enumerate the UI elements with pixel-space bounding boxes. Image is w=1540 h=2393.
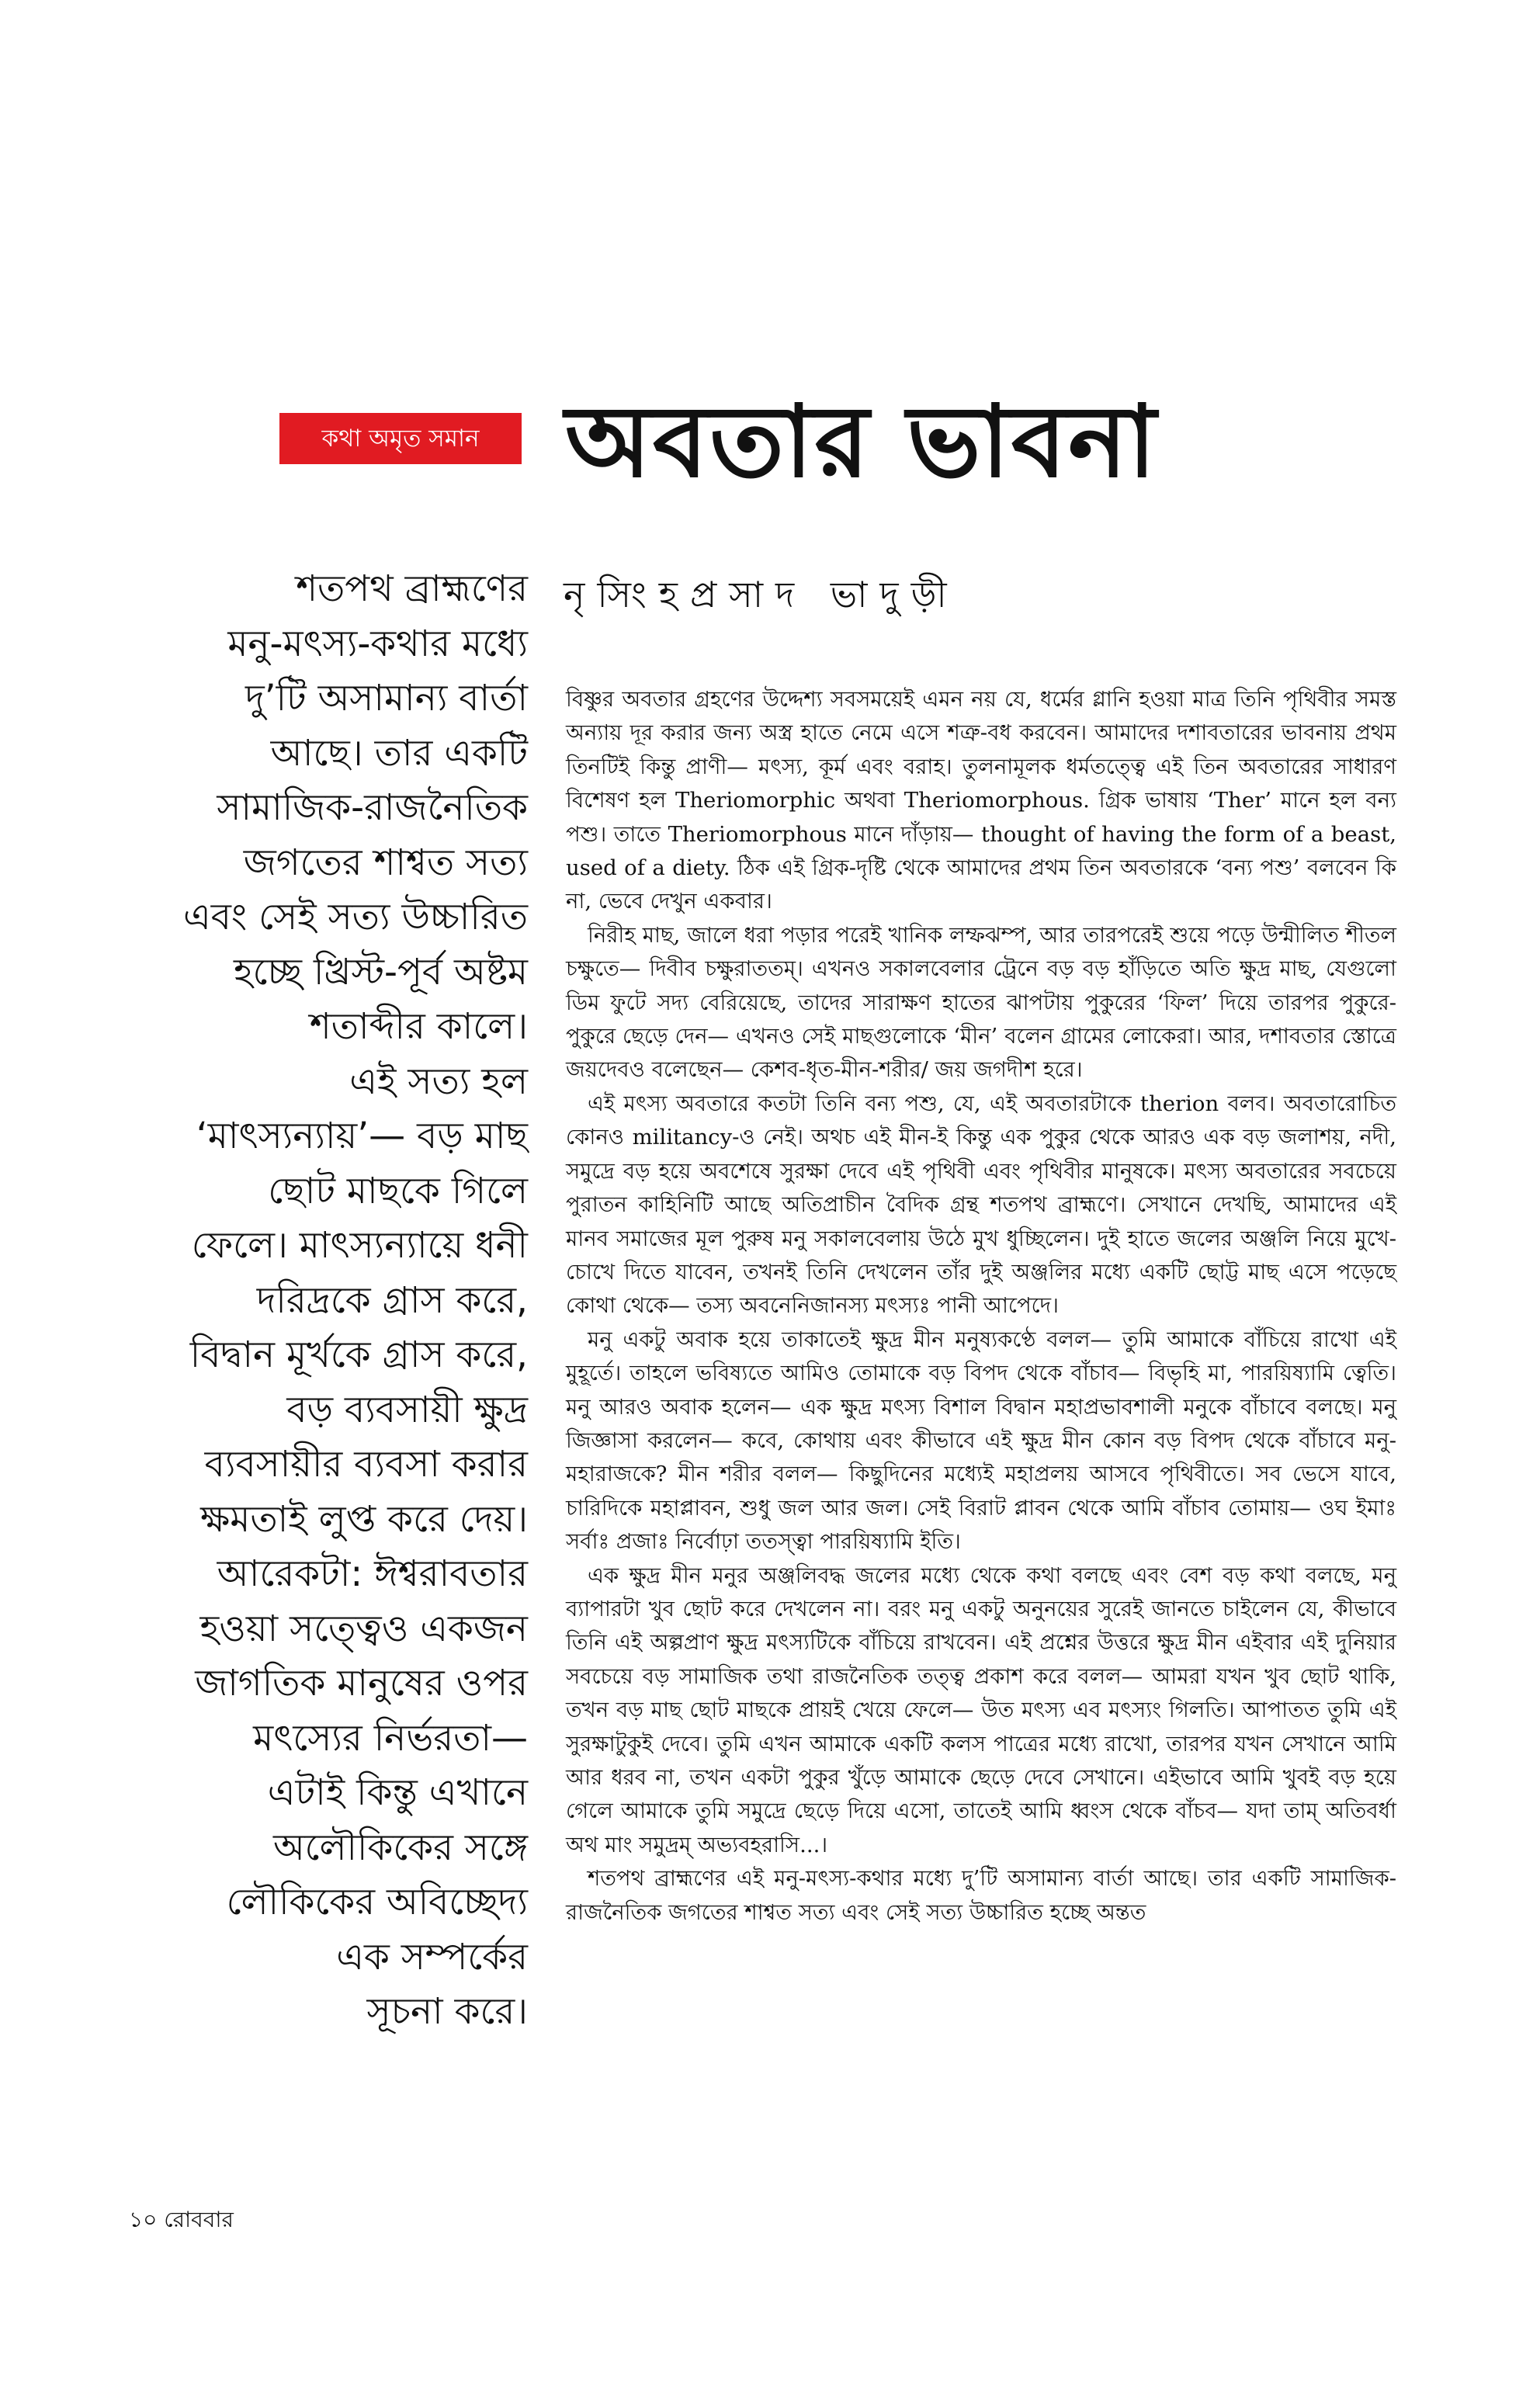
- pull-quote-line: আরেকটা: ঈশ্বরাবতার: [217, 1552, 528, 1595]
- pull-quote-line: শতাব্দীর কালে।: [309, 1005, 528, 1048]
- pull-quote-line: হচ্ছে খ্রিস্ট-পূর্ব অষ্টম: [233, 950, 528, 994]
- body-paragraph: এই মৎস্য অবতারে কতটা তিনি বন্য পশু, যে, এই অবতারটাকে therion বলব। অবতারোচিত কোনও militancy-ও নেই। অথচ এই মীন-ই কিন্তু এক পুকুর থেকে আরও এক বড় জলাশয়, নদী, সমুদ্রে বড় হয়ে অবশেষে সুরক্ষা দেবে এই পৃথিবী এবং পৃথিবীর মানুষকে। মৎস্য অবতারের সবচেয়ে পুরাতন কাহিনিটি আছে অতিপ্রাচীন বৈদিক গ্রন্থ শতপথ ব্রাহ্মণে। সেখানে দেখছি, আমাদের এই মানব সমাজের মূল পুরুষ মনু সকালবেলায় উঠে মুখ ধুচ্ছিলেন। দুই হাতে জলের অঞ্জলি নিয়ে মুখে-চোখে দিতে যাবেন, তখনই তিনি দেখলেন তাঁর দুই অঞ্জলির মধ্যে একটি ছোট্ট মাছ এসে পড়েছে কোথা থেকে— তস্য অবনেনিজানস্য মৎস্যঃ পানী আপেদে।: [566, 1091, 1396, 1319]
- pull-quote-line: ‘মাৎস্যন্যায়’— বড় মাছ: [196, 1115, 528, 1157]
- author-byline: নৃসিংহপ্রসাদ ভাদুড়ী: [564, 574, 959, 616]
- pull-quote: [116, 562, 528, 2040]
- pull-quote-line: হওয়া সত্ত্বেও একজন: [199, 1607, 528, 1650]
- article-headline: অবতার ভাবনা: [565, 383, 1158, 500]
- pull-quote-line: বিদ্বান মূর্খকে গ্রাস করে,: [189, 1333, 528, 1376]
- article-body: [566, 683, 1396, 1930]
- pull-quote-line: মৎস্যের নির্ভরতা—: [253, 1716, 528, 1760]
- page-footer: ১০ রোববার: [129, 2207, 234, 2232]
- pull-quote-line: এটাই কিন্তু এখানে: [267, 1771, 528, 1814]
- pull-quote-line: ছোট মাছকে গিলে: [268, 1169, 528, 1212]
- pull-quote-line: ক্ষমতাই লুপ্ত করে দেয়।: [200, 1497, 528, 1541]
- pull-quote-line: মনু-মৎস্য-কথার মধ্যে: [227, 622, 528, 665]
- pull-quote-line: জগতের শাশ্বত সত্য: [243, 841, 528, 884]
- pull-quote-line: অলৌকিকের সঙ্গে: [272, 1826, 528, 1869]
- pull-quote-line: জাগতিক মানুষের ওপর: [195, 1662, 528, 1705]
- pull-quote-line: এই সত্য হল: [349, 1060, 528, 1103]
- body-paragraph: শতপথ ব্রাহ্মণের এই মনু-মৎস্য-কথার মধ্যে দু’টি অসামান্য বার্তা আছে। তার একটি সামাজিক-রাজনৈতিক জগতের শাশ্বত সত্য এবং সেই সত্য উচ্চারিত হচ্ছে অন্তত: [566, 1866, 1396, 1925]
- body-paragraph: এক ক্ষুদ্র মীন মনুর অঞ্জলিবদ্ধ জলের মধ্যে থেকে কথা বলছে এবং বেশ বড় কথা বলছে, মনু ব্যাপারটা খুব ছোট করে দেখলেন না। বরং মনু একটু অনুনয়ের সুরেই জানতে চাইলেন যে, কীভাবে তিনি এই অল্পপ্রাণ ক্ষুদ্র মৎস্যটিকে বাঁচিয়ে রাখবেন। এই প্রশ্নের উত্তরে ক্ষুদ্র মীন এইবার এই দুনিয়ার সবচেয়ে বড় সামাজিক তথা রাজনৈতিক তত্ত্ব প্রকাশ করে বলল— আমরা যখন খুব ছোট থাকি, তখন বড় মাছ ছোট মাছকে প্রায়ই খেয়ে ফেলে— উত মৎস্য এব মৎস্যং গিলতি। আপাতত তুমি এই সুরক্ষাটুকুই দেবে। তুমি এখন আমাকে একটি কলস পাত্রের মধ্যে রাখো, তারপর যখন সেখানে আমি আর ধরব না, তখন একটা পুকুর খুঁড়ে আমাকে ছেড়ে দেবে সেখানে। এইভাবে আমি খুবই বড় হয়ে গেলে আমাকে তুমি সমুদ্রে ছেড়ে দিয়ে এসো, তাতেই আমি ধ্বংস থেকে বাঁচব— যদা তাম্ অতিবর্ধা অথ মাং সমুদ্রম্ অভ্যবহরাসি...।: [566, 1562, 1396, 1857]
- pull-quote-line: এক সম্পর্কের: [336, 1935, 528, 1979]
- pull-quote-line: সূচনা করে।: [366, 1990, 528, 2033]
- pull-quote-line: ফেলে। মাৎস্যন্যায়ে ধনী: [191, 1224, 528, 1267]
- body-paragraph: নিরীহ মাছ, জালে ধরা পড়ার পরেই খানিক লম্ফঝম্প, আর তারপরেই শুয়ে পড়ে উন্মীলিত শীতল চক্ষুতে— দিবীব চক্ষুরাততম্। এখনও সকালবেলার ট্রেনে বড় বড় হাঁড়িতে অতি ক্ষুদ্র মাছ, যেগুলো ডিম ফুটে সদ্য বেরিয়েছে, তাদের সারাক্ষণ হাতের ঝাপটায় পুকুরের ‘ফিল’ দিয়ে তারপর পুকুরে-পুকুরে ছেড়ে দেন— এখনও সেই মাছগুলোকে ‘মীন’ বলেন গ্রামের লোকেরা। আর, দশাবতার স্তোত্রে জয়দেবও বলেছেন— কেশব-ধৃত-মীন-শরীর/ জয় জগদীশ হরে।: [566, 922, 1396, 1083]
- pull-quote-line: বড় ব্যবসায়ী ক্ষুদ্র: [286, 1388, 528, 1431]
- body-paragraph: বিষ্ণুর অবতার গ্রহণের উদ্দেশ্য সবসময়েই এমন নয় যে, ধর্মের গ্লানি হওয়া মাত্র তিনি পৃথিবীর সমস্ত অন্যায় দূর করার জন্য অস্ত্র হাতে নেমে এসে শত্রু-বধ করবেন। আমাদের দশাবতারের ভাবনায় প্রথম তিনটিই কিন্তু প্রাণী— মৎস্য, কূর্ম এবং বরাহ। তুলনামূলক ধর্মতত্ত্বে এই তিন অবতারের সাধারণ বিশেষণ হল Theriomorphic অথবা Theriomorphous. গ্রিক ভাষায় ‘Ther’ মানে হল বন্য পশু। তাতে Theriomorphous মানে দাঁড়ায়— thought of having the form of a beast, used of a diety. ঠিক এই গ্রিক-দৃষ্টি থেকে আমাদের প্রথম তিন অবতারকে ‘বন্য পশু’ বলবেন কি না, ভেবে দেখুন একবার।: [566, 687, 1396, 914]
- section-tag: কথা অমৃত সমান: [279, 413, 522, 464]
- pull-quote-line: দরিদ্রকে গ্রাস করে,: [256, 1278, 528, 1322]
- pull-quote-line: লৌকিকের অবিচ্ছেদ্য: [226, 1881, 528, 1923]
- pull-quote-line: ব্যবসায়ীর ব্যবসা করার: [204, 1443, 528, 1486]
- pull-quote-line: দু’টি অসামান্য বার্তা: [245, 677, 528, 720]
- body-paragraph: মনু একটু অবাক হয়ে তাকাতেই ক্ষুদ্র মীন মনুষ্যকণ্ঠে বলল— তুমি আমাকে বাঁচিয়ে রাখো এই মুহূর্তে। তাহলে ভবিষ্যতে আমিও তোমাকে বড় বিপদ থেকে বাঁচাব— বিভৃহি মা, পারয়িষ্যামি ত্বেতি। মনু আরও অবাক হলেন— এক ক্ষুদ্র মৎস্য বিশাল বিদ্বান মহাপ্রভাবশালী মনুকে বাঁচাবে বলছে। মনু জিজ্ঞাসা করলেন— কবে, কোথায় এবং কীভাবে এই ক্ষুদ্র মীন কোন বড় বিপদ থেকে বাঁচাবে মনু-মহারাজকে? মীন শরীর বলল— কিছুদিনের মধ্যেই মহাপ্রলয় আসবে পৃথিবীতে। সব ভেসে যাবে, চারিদিকে মহাপ্লাবন, শুধু জল আর জল। সেই বিরাট প্লাবন থেকে আমি বাঁচাব তোমায়— ওঘ ইমাঃ সর্বাঃ প্রজাঃ নির্বোঢ়া ততস্ত্বা পারয়িষ্যামি ইতি।: [566, 1327, 1396, 1555]
- pull-quote-line: আছে। তার একটি: [270, 731, 528, 775]
- pull-quote-line: এবং সেই সত্য উচ্চারিত: [183, 896, 528, 938]
- pull-quote-line: সামাজিক-রাজনৈতিক: [217, 786, 528, 829]
- pull-quote-line: শতপথ ব্রাহ্মণের: [296, 567, 528, 610]
